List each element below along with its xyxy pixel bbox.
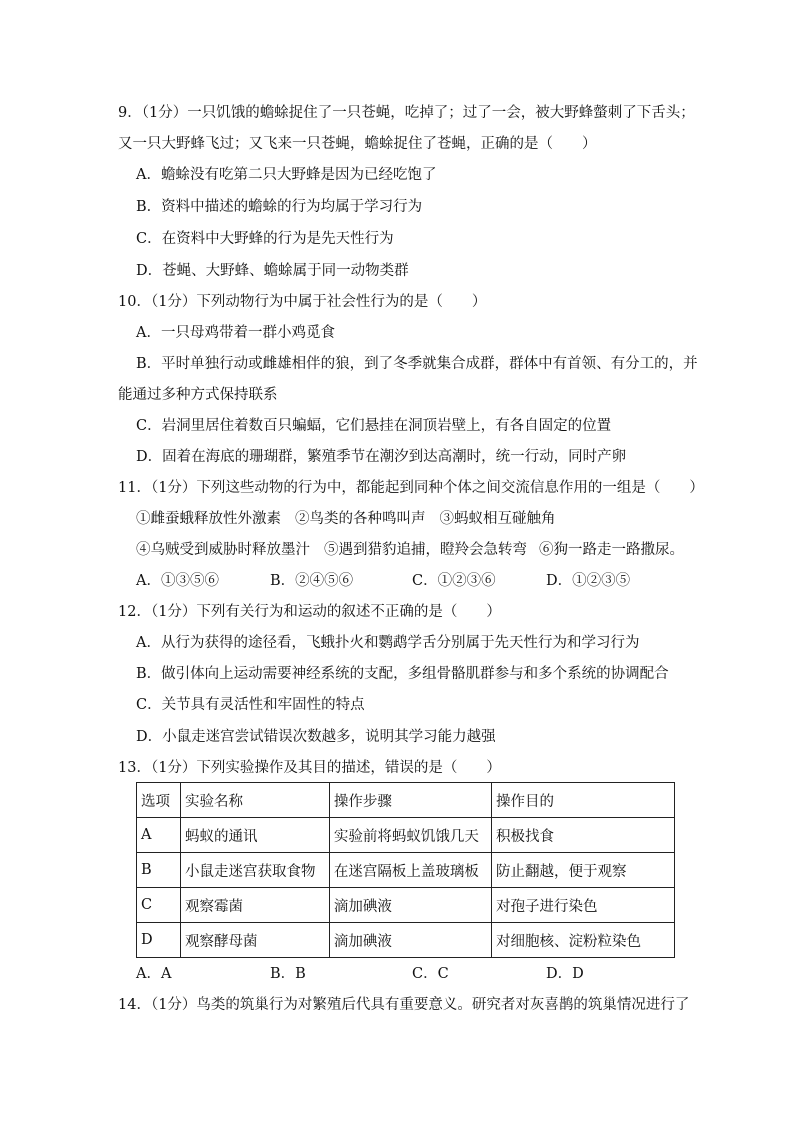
q13-options <box>136 964 584 984</box>
q9-option-c: C．在资料中大野蜂的行为是先天性行为 <box>136 231 394 247</box>
table-cell: A <box>137 818 181 853</box>
q11-options <box>136 571 630 591</box>
q12-stem: 12．（1分）下列有关行为和运动的叙述不正确的是（ ） <box>118 604 501 620</box>
table-row <box>137 853 675 888</box>
q12-option-c: C．关节具有灵活性和牢固性的特点 <box>136 697 365 713</box>
q11-item-2: ②鸟类的各种鸣叫声 <box>295 511 426 527</box>
table-header-row <box>137 783 675 818</box>
q11-option-b: B．②④⑤⑥ <box>270 573 354 589</box>
q10-stem: 10．（1分）下列动物行为中属于社会性行为的是（ ） <box>118 294 487 310</box>
table-cell: B <box>137 853 181 888</box>
q11-item-5: ⑤遇到猎豹追捕，瞪羚会急转弯 <box>324 542 527 558</box>
table-cell: 在迷宫隔板上盖玻璃板 <box>329 853 491 888</box>
table-header-cell: 操作目的 <box>492 783 675 818</box>
q13-stem: 13．（1分）下列实验操作及其目的描述，错误的是（ ） <box>118 760 501 776</box>
q10-option-d: D．固着在海底的珊瑚群，繁殖季节在潮汐到达高潮时，统一行动，同时产卵 <box>136 449 627 465</box>
q11-option-c: C．①②③⑥ <box>412 573 496 589</box>
table-cell: 实验前将蚂蚁饥饿几天 <box>329 818 491 853</box>
q9-option-b: B．资料中描述的蟾蜍的行为均属于学习行为 <box>136 199 423 215</box>
q11-items-row2 <box>136 540 684 560</box>
q11-stem: 11．（1分）下列这些动物的行为中，都能起到同种个体之间交流信息作用的一组是（ ） <box>118 480 704 496</box>
table-cell: C <box>137 888 181 923</box>
table-cell: 对孢子进行染色 <box>492 888 675 923</box>
q11-item-1: ①雌蚕蛾释放性外激素 <box>136 511 281 527</box>
q13-option-c: C．C <box>412 966 449 982</box>
q13-experiment-table <box>136 782 675 958</box>
table-cell: 防止翻越，便于观察 <box>492 853 675 888</box>
q9-stem-line2: 又一只大野蜂飞过；又飞来一只苍蝇，蟾蜍捉住了苍蝇，正确的是（ ） <box>118 136 597 152</box>
q12-option-a: A．从行为获得的途径看，飞蛾扑火和鹦鹉学舌分别属于先天性行为和学习行为 <box>136 635 640 651</box>
table-row <box>137 818 675 853</box>
table-row <box>137 923 675 958</box>
table-cell: 蚂蚁的通讯 <box>180 818 329 853</box>
q9-option-d: D．苍蝇、大野蜂、蟾蜍属于同一动物类群 <box>136 263 409 279</box>
table-cell: 滴加碘液 <box>329 923 491 958</box>
table-cell: 观察酵母菌 <box>180 923 329 958</box>
q9-option-a: A．蟾蜍没有吃第二只大野蜂是因为已经吃饱了 <box>136 167 437 183</box>
q12-option-b: B．做引体向上运动需要神经系统的支配，多组骨骼肌群参与和多个系统的协调配合 <box>136 666 669 682</box>
q11-item-4: ④乌贼受到威胁时释放墨汁 <box>136 542 310 558</box>
q10-option-c: C．岩洞里居住着数百只蝙蝠，它们悬挂在洞顶岩壁上，有各自固定的位置 <box>136 418 612 434</box>
q11-item-6: ⑥狗一路走一路撒尿。 <box>539 542 684 558</box>
table-cell: 小鼠走迷宫获取食物 <box>180 853 329 888</box>
q10-option-a: A．一只母鸡带着一群小鸡觅食 <box>136 325 335 341</box>
q14-stem-line1: 14．（1分）鸟类的筑巢行为对繁殖后代具有重要意义。研究者对灰喜鹊的筑巢情况进行了 <box>118 997 690 1013</box>
q11-option-a: A．①③⑤⑥ <box>136 573 219 589</box>
q11-item-3: ③蚂蚁相互碰触角 <box>439 511 556 527</box>
q10-option-b-line2: 能通过多种方式保持联系 <box>118 387 278 403</box>
q13-option-b: B．B <box>270 966 306 982</box>
table-cell: 滴加碘液 <box>329 888 491 923</box>
q12-option-d: D．小鼠走迷宫尝试错误次数越多，说明其学习能力越强 <box>136 729 496 745</box>
table-cell: 对细胞核、淀粉粒染色 <box>492 923 675 958</box>
table-header-cell: 选项 <box>137 783 181 818</box>
table-row <box>137 888 675 923</box>
q13-option-d: D．D <box>546 966 584 982</box>
q10-option-b-line1: B．平时单独行动或雌雄相伴的狼，到了冬季就集合成群，群体中有首领、有分工的，并 <box>136 356 698 372</box>
table-cell: 积极找食 <box>492 818 675 853</box>
table-cell: 观察霉菌 <box>180 888 329 923</box>
q11-option-d: D．①②③⑤ <box>546 573 631 589</box>
table-header-cell: 操作步骤 <box>329 783 491 818</box>
table-cell: D <box>137 923 181 958</box>
q11-items-row1 <box>136 509 556 529</box>
q9-stem-line1: 9．（1分）一只饥饿的蟾蜍捉住了一只苍蝇，吃掉了；过了一会，被大野蜂螫刺了下舌头； <box>118 105 695 121</box>
q13-option-a: A．A <box>136 966 172 982</box>
table-header-cell: 实验名称 <box>180 783 329 818</box>
